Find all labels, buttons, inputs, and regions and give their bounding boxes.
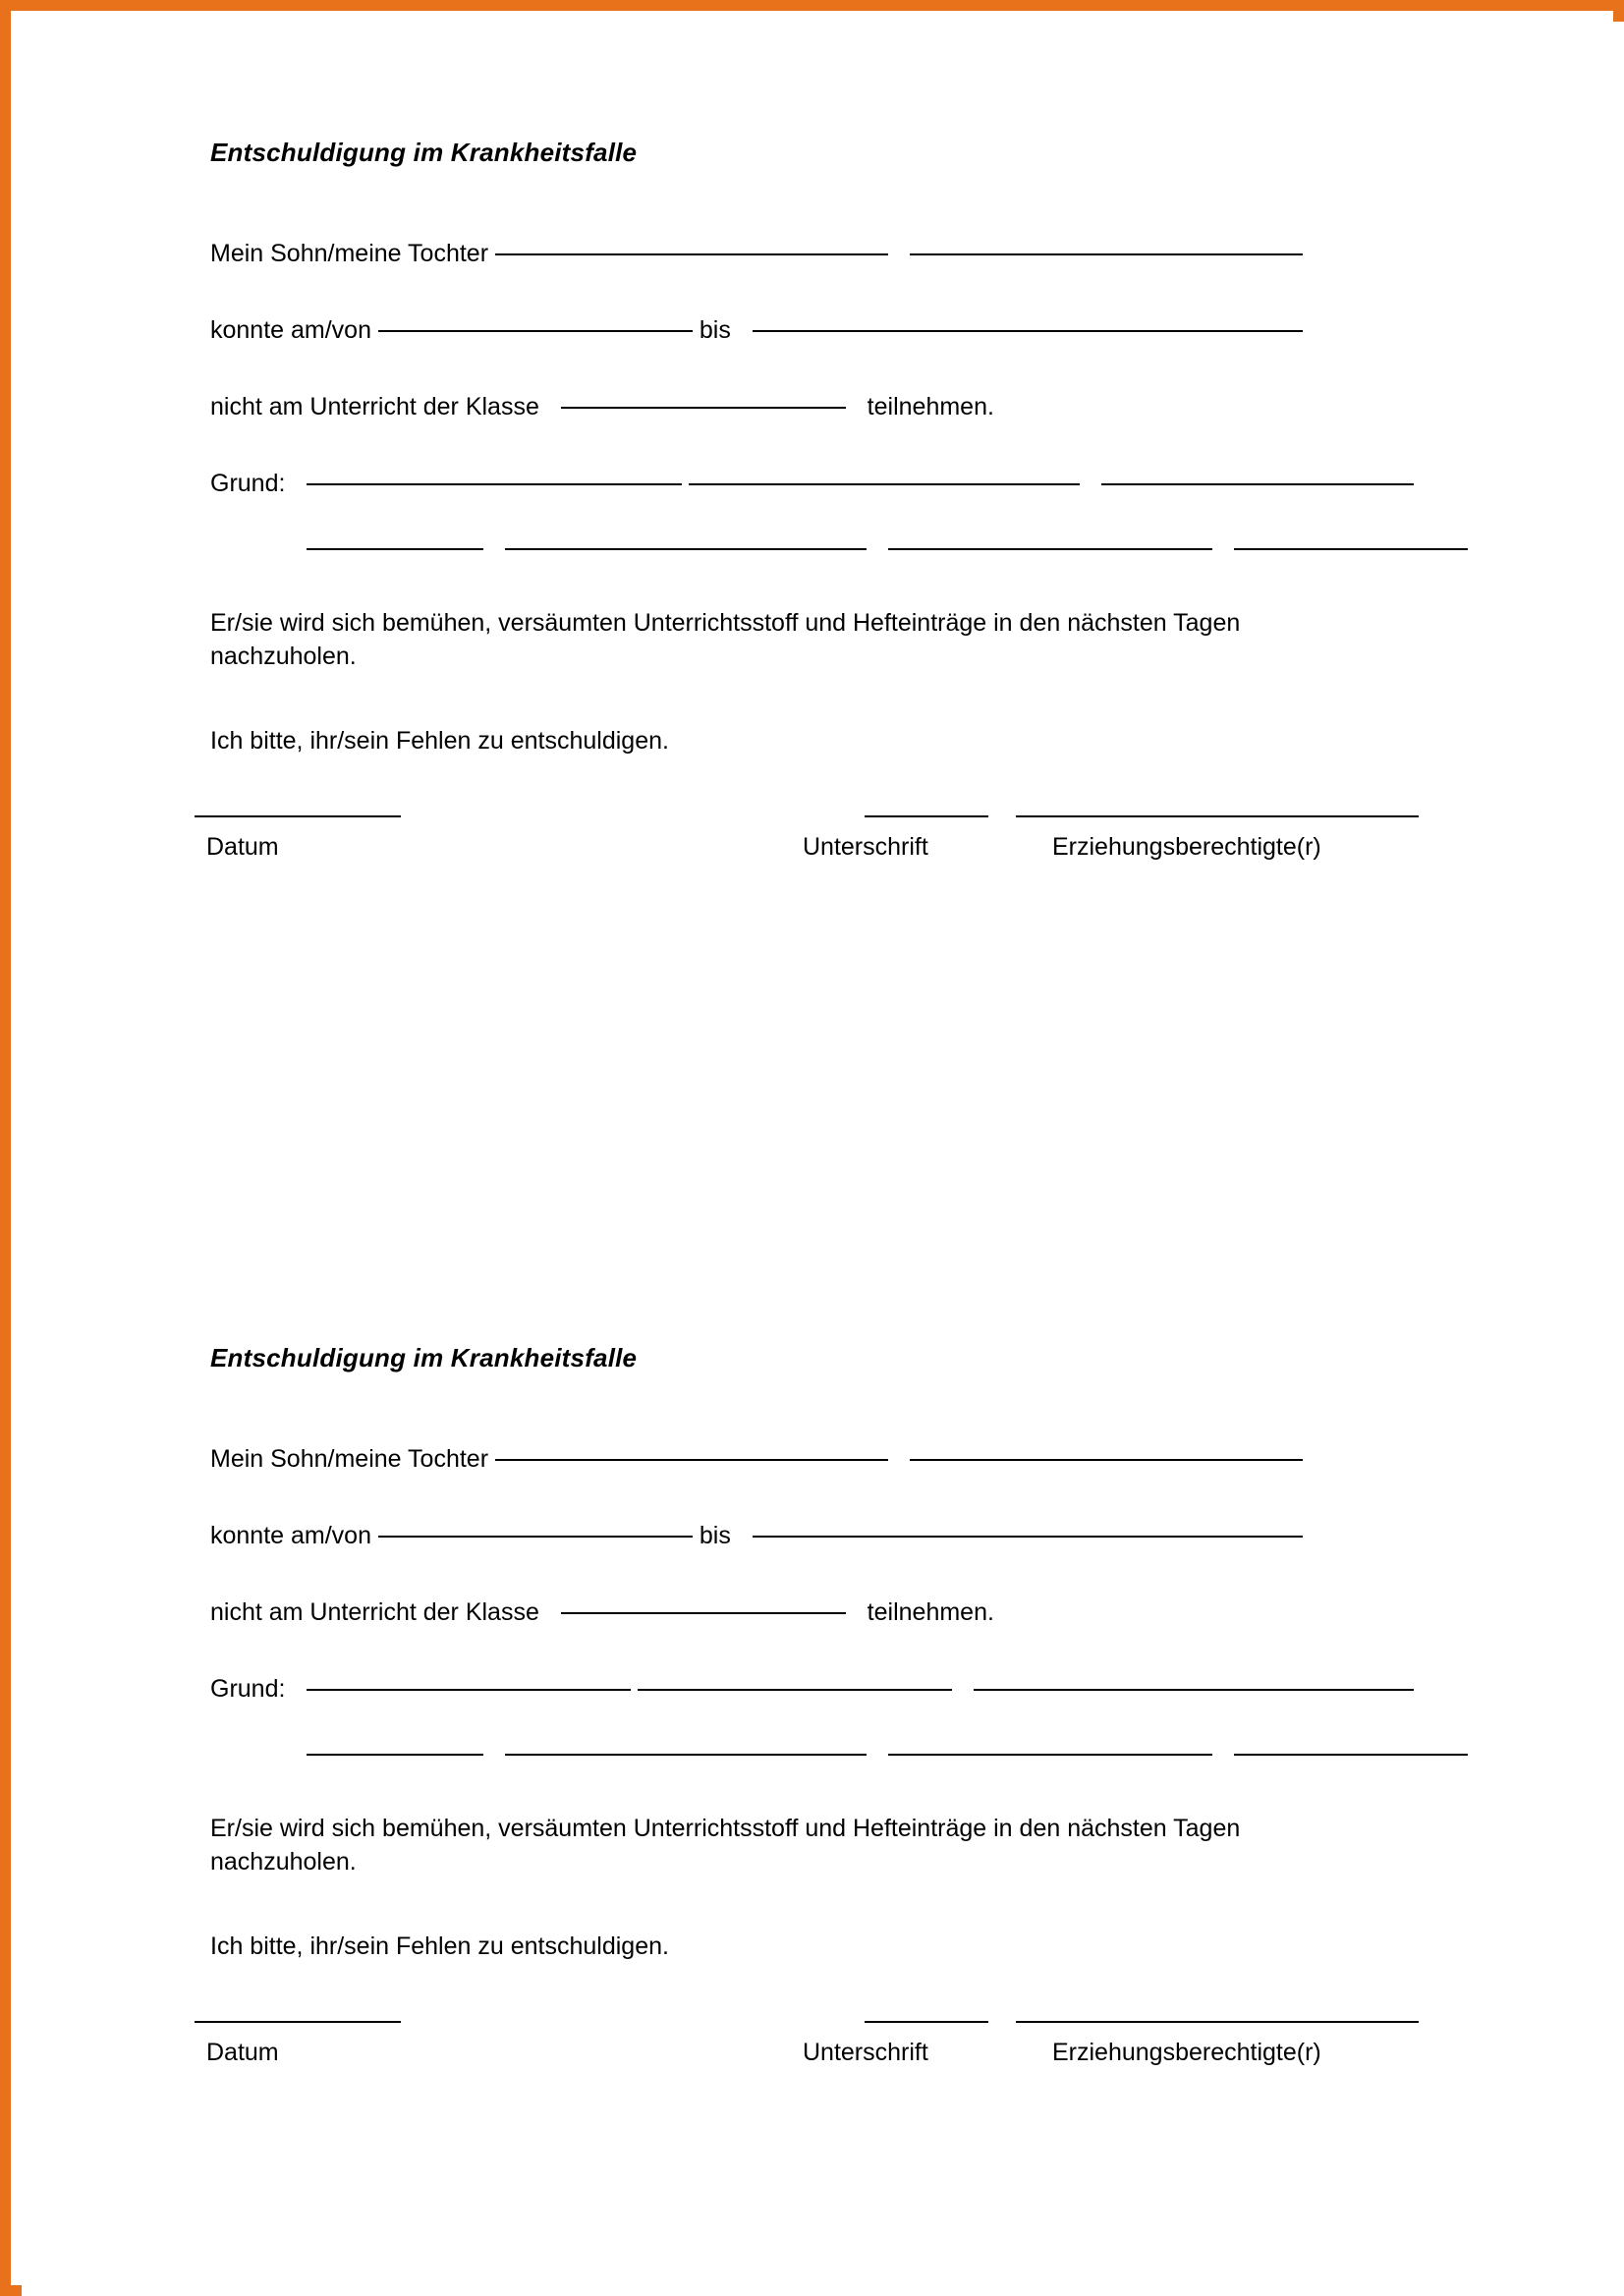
signature-label: Unterschrift	[803, 833, 928, 861]
date-to-label: bis	[699, 316, 731, 344]
child-name-blank-1[interactable]	[495, 1459, 888, 1461]
reason-row-2	[307, 534, 1468, 563]
date-to-blank[interactable]	[753, 1536, 1303, 1538]
document-sheet	[22, 22, 1624, 2296]
reason-blank-5[interactable]	[505, 548, 867, 550]
class-blank[interactable]	[561, 1612, 846, 1614]
child-name-blank-2[interactable]	[910, 1459, 1303, 1461]
request-paragraph: Ich bitte, ihr/sein Fehlen zu entschuldigen.	[210, 727, 669, 755]
guardian-signature-blank[interactable]	[1016, 2021, 1419, 2023]
date-signature-blank[interactable]	[195, 815, 401, 817]
reason-blank-3[interactable]	[974, 1689, 1414, 1691]
guardian-label: Erziehungsberechtigte(r)	[1052, 833, 1321, 861]
reason-blank-3[interactable]	[1101, 483, 1414, 485]
reason-blank-5[interactable]	[505, 1754, 867, 1756]
date-signature-blank[interactable]	[195, 2021, 401, 2023]
reason-row-2	[307, 1740, 1468, 1768]
date-from-blank[interactable]	[378, 330, 693, 332]
form-title: Entschuldigung im Krankheitsfalle	[210, 138, 638, 167]
reason-blank-1[interactable]	[307, 1689, 631, 1691]
class-row	[210, 393, 994, 421]
date-signature-label: Datum	[206, 2039, 279, 2066]
reason-blank-1[interactable]	[307, 483, 682, 485]
guardian-signature-blank[interactable]	[1016, 815, 1419, 817]
class-row	[210, 1598, 994, 1627]
class-label-suffix: teilnehmen.	[867, 1598, 994, 1626]
class-blank[interactable]	[561, 407, 846, 409]
absence-dates-row	[210, 1522, 1303, 1550]
reason-blank-4[interactable]	[307, 548, 483, 550]
child-name-blank-1[interactable]	[495, 253, 888, 255]
child-name-row	[210, 1445, 1303, 1474]
reason-blank-2[interactable]	[638, 1689, 952, 1691]
reason-blank-6[interactable]	[888, 1754, 1212, 1756]
child-name-label: Mein Sohn/meine Tochter	[210, 240, 489, 267]
reason-label: Grund:	[210, 470, 286, 497]
date-signature-label: Datum	[206, 833, 279, 861]
class-label-prefix: nicht am Unterricht der Klasse	[210, 393, 539, 420]
guardian-label: Erziehungsberechtigte(r)	[1052, 2039, 1321, 2066]
date-from-blank[interactable]	[378, 1536, 693, 1538]
date-from-label: konnte am/von	[210, 1522, 371, 1549]
signature-label: Unterschrift	[803, 2039, 928, 2066]
class-label-prefix: nicht am Unterricht der Klasse	[210, 1598, 539, 1626]
catch-up-paragraph: Er/sie wird sich bemühen, versäumten Unterrichtsstoff und Hefteinträge in den nächsten Tagen nachzuholen.	[210, 1815, 1241, 1876]
class-label-suffix: teilnehmen.	[867, 393, 994, 420]
form-title: Entschuldigung im Krankheitsfalle	[210, 1343, 638, 1372]
date-to-label: bis	[699, 1522, 731, 1549]
reason-label: Grund:	[210, 1675, 286, 1703]
catch-up-paragraph: Er/sie wird sich bemühen, versäumten Unterrichtsstoff und Hefteinträge in den nächsten Tagen nachzuholen.	[210, 609, 1241, 670]
reason-blank-7[interactable]	[1234, 548, 1468, 550]
reason-blank-2[interactable]	[689, 483, 1080, 485]
child-name-label: Mein Sohn/meine Tochter	[210, 1445, 489, 1473]
reason-blank-7[interactable]	[1234, 1754, 1468, 1756]
absence-dates-row	[210, 316, 1303, 345]
request-paragraph: Ich bitte, ihr/sein Fehlen zu entschuldigen.	[210, 1932, 669, 1960]
signature-blank[interactable]	[865, 2021, 988, 2023]
child-name-row	[210, 240, 1303, 268]
child-name-blank-2[interactable]	[910, 253, 1303, 255]
reason-blank-6[interactable]	[888, 548, 1212, 550]
signature-blank[interactable]	[865, 815, 988, 817]
reason-row-1	[210, 470, 1414, 498]
reason-row-1	[210, 1675, 1414, 1704]
date-to-blank[interactable]	[753, 330, 1303, 332]
date-from-label: konnte am/von	[210, 316, 371, 344]
reason-blank-4[interactable]	[307, 1754, 483, 1756]
